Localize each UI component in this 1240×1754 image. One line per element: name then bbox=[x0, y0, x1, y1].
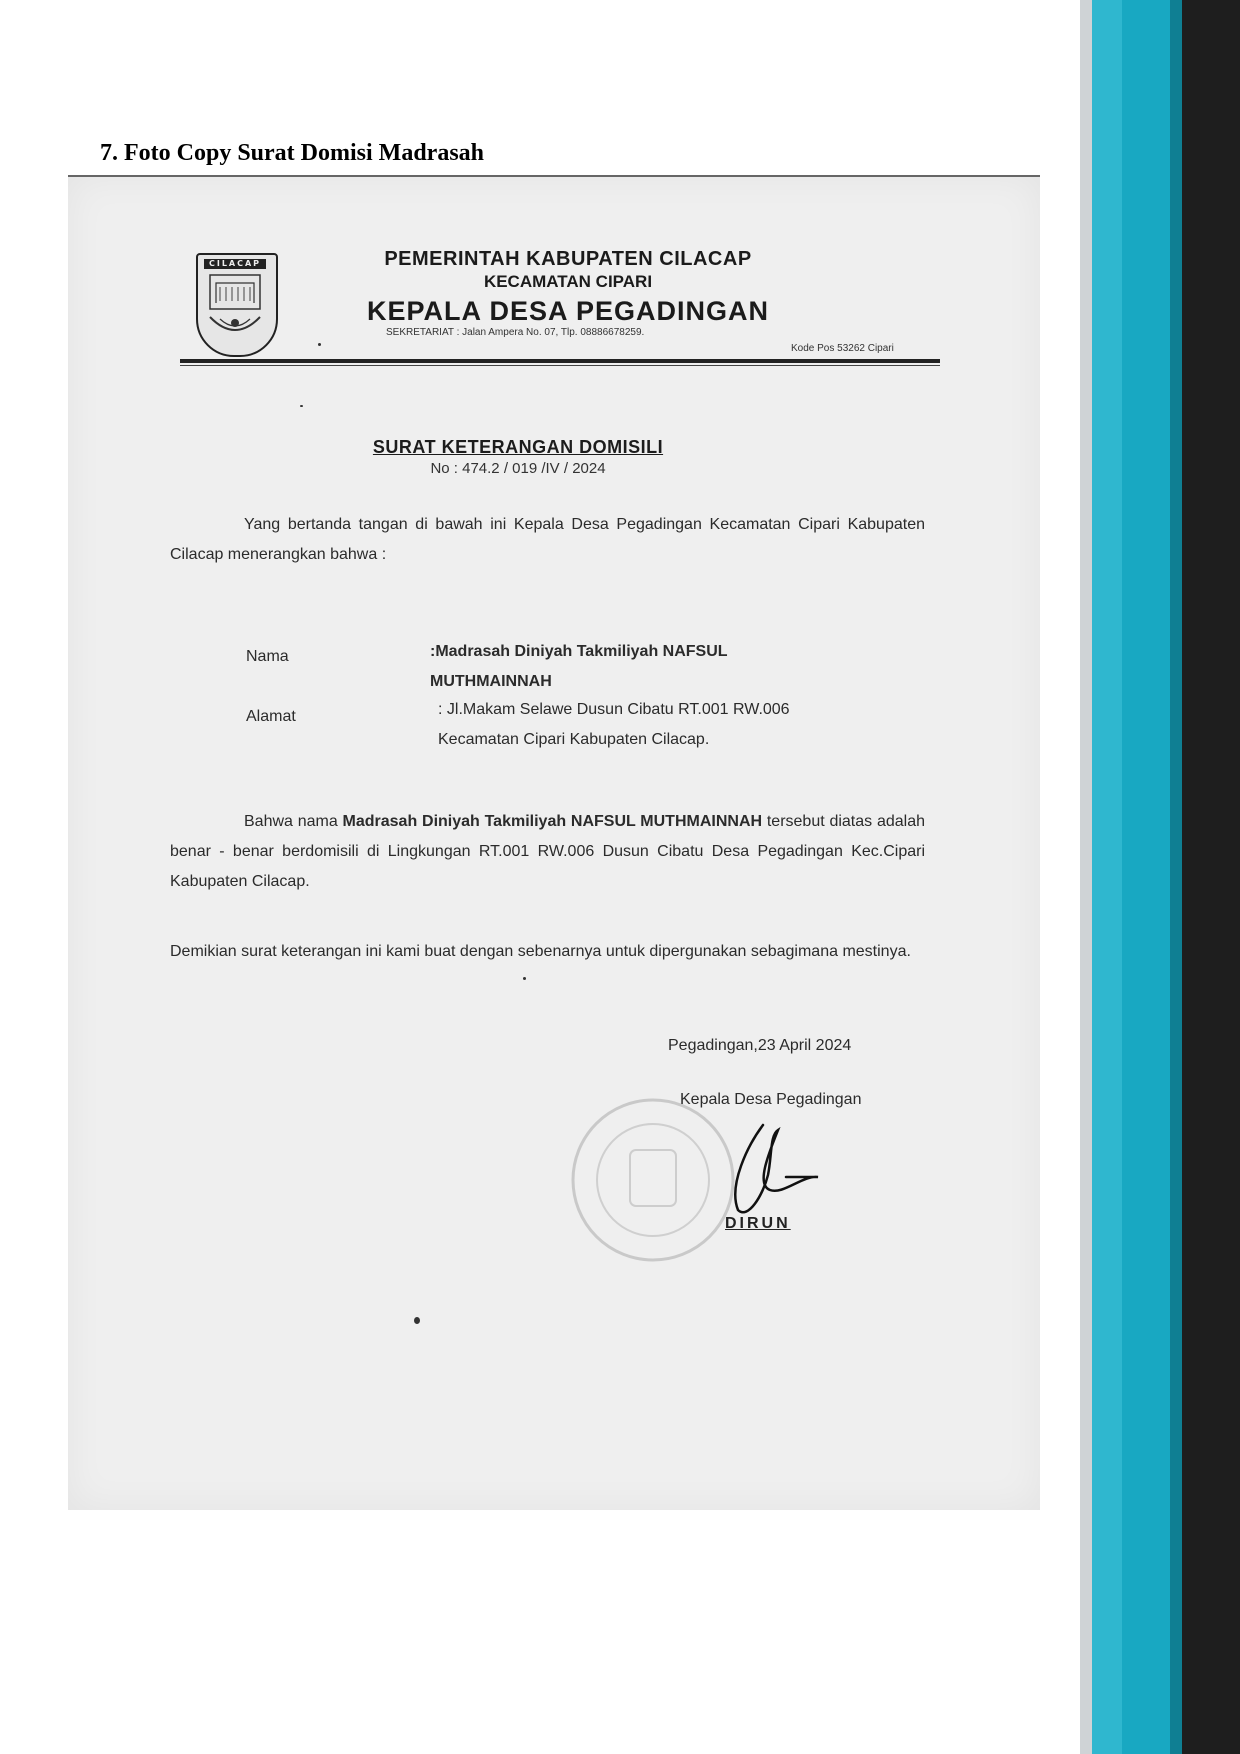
letterhead bbox=[288, 247, 848, 327]
page-edge bbox=[1080, 0, 1092, 1754]
body-suffix: tersebut diatas adalah benar - benar berdomisili di Lingkungan RT.001 RW.006 Dusun Cibatu Desa Pegadingan Kec.Cipari Kabupaten Cilacap. bbox=[170, 813, 925, 890]
body-paragraph bbox=[170, 807, 925, 897]
signatory-title: Kepala Desa Pegadingan bbox=[680, 1091, 862, 1108]
binder-cover-highlight bbox=[1092, 0, 1122, 1754]
photocopy-letter bbox=[68, 175, 1040, 1510]
opening-paragraph: Yang bertanda tangan di bawah ini Kepala Desa Pegadingan Kecamatan Cipari Kabupaten Cilacap menerangkan bahwa : bbox=[170, 516, 925, 563]
place-date: Pegadingan,23 April 2024 bbox=[668, 1037, 852, 1054]
letterhead-divider bbox=[180, 359, 940, 363]
copy-edge bbox=[68, 175, 1040, 177]
nama-label: Nama bbox=[246, 648, 289, 665]
kop-district: KECAMATAN CIPARI bbox=[483, 272, 653, 291]
kop-postal-code: Kode Pos 53262 Cipari bbox=[791, 343, 894, 354]
cilacap-emblem-icon bbox=[196, 253, 278, 357]
kop-government: PEMERINTAH KABUPATEN CILACAP bbox=[384, 248, 752, 270]
background-dark bbox=[1182, 0, 1240, 1754]
alamat-label: Alamat bbox=[246, 708, 296, 725]
letter-title: SURAT KETERANGAN DOMISILI bbox=[372, 437, 664, 457]
letterhead-divider-thin bbox=[180, 365, 940, 366]
closing-paragraph: Demikian surat keterangan ini kami buat dengan sebenarnya untuk dipergunakan sebagimana mestinya. bbox=[170, 943, 911, 960]
signatory-name: DIRUN bbox=[725, 1215, 791, 1232]
kop-address: SEKRETARIAT : Jalan Ampera No. 07, Tlp. 08886678259. bbox=[386, 327, 645, 338]
body-prefix: Bahwa nama bbox=[244, 813, 343, 830]
emblem-label: CILACAP bbox=[204, 259, 266, 269]
nama-value: :Madrasah Diniyah Takmiliyah NAFSUL MUTHMAINNAH bbox=[430, 643, 728, 690]
letter-number: No : 474.2 / 019 /IV / 2024 bbox=[430, 460, 606, 477]
section-heading: 7. Foto Copy Surat Domisi Madrasah bbox=[100, 140, 485, 166]
handwritten-signature bbox=[708, 1115, 828, 1225]
body-name: Madrasah Diniyah Takmiliyah NAFSUL MUTHMAINNAH bbox=[342, 813, 763, 830]
alamat-value: : Jl.Makam Selawe Dusun Cibatu RT.001 RW.006 Kecamatan Cipari Kabupaten Cilacap. bbox=[438, 701, 790, 748]
kop-village-head: KEPALA DESA PEGADINGAN bbox=[366, 296, 770, 326]
